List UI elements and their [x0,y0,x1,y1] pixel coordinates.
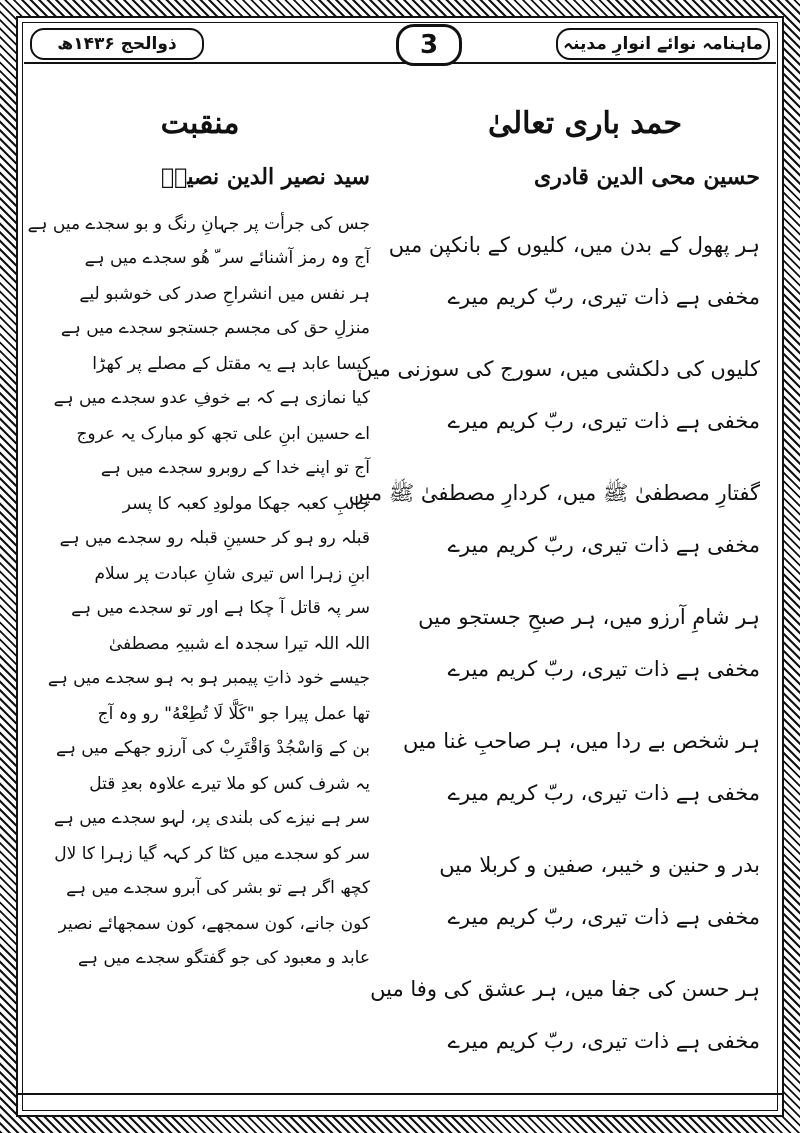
manqabat-title: منقبت [160,106,240,141]
manqabat-author: سید نصیر الدین نصیرؒ [160,164,370,190]
verse-line: جیسے خود ذاتِ پیمبر ہو بہ ہو سجدے میں ہے [47,668,370,688]
verse-line: جس کی جرأت پر جہانِ رنگ و بو سجدے میں ہے [27,214,370,234]
verse-line: مخفی ہے ذات تیری، ربّ کریم میرے [447,781,760,805]
verse-line: اے حسین ابنِ علی تجھ کو مبارک یہ عروج [76,424,370,444]
stanza [402,726,760,808]
verse-line: مخفی ہے ذات تیری، ربّ کریم میرے [447,1029,760,1053]
verse-line: ہر شخص بے ردا میں، ہر صاحبِ غنا میں [402,729,760,753]
page-header [24,24,776,64]
verse-line: گفتارِ مصطفیٰ ﷺ میں، کردارِ مصطفیٰ ﷺ میں [348,481,760,505]
hamd-title: حمد باری تعالیٰ [487,106,683,141]
verse-line: ہر شامِ آرزو میں، ہر صبحِ جستجو میں [418,605,760,629]
stanza [30,562,370,620]
stanza [30,492,370,550]
stanza [30,632,370,690]
stanza [348,478,760,560]
page-number: 3 [396,24,462,66]
verse-line: ابنِ زہرا اس تیری شانِ عبادت پر سلام [94,564,370,584]
verse-line: مخفی ہے ذات تیری، ربّ کریم میرے [447,905,760,929]
manqabat-stanzas [27,212,370,970]
verse-line: سر ہے نیزے کی بلندی پر، لہو سجدے میں ہے [53,808,370,828]
verse-line: جانبِ کعبہ جھکا مولودِ کعبہ کا پسر [122,494,370,514]
verse-line: بدر و حنین و خیبر، صفین و کربلا میں [439,853,760,877]
verse-line: کیا نمازی ہے کہ بے خوفِ عدو سجدے میں ہے [53,388,370,408]
verse-line: کچھ اگر ہے تو بشر کی آبرو سجدے میں ہے [66,878,370,898]
verse-line: آج وہ رمز آشنائے سر ّ ھُو سجدے میں ہے [84,248,370,268]
verse-line: کیسا عابد ہے یہ مقتل کے مصلے پر کھڑا [92,354,370,374]
verse-line: مخفی ہے ذات تیری، ربّ کریم میرے [447,533,760,557]
issue-date: ذوالحج ۱۴۳۶ھ [30,28,204,60]
verse-line: ہر حسن کی جفا میں، ہر عشق کی وفا میں [370,977,760,1001]
verse-line: قبلہ رو ہو کر حسینِ قبلہ رو سجدے میں ہے [59,528,370,548]
stanza [30,772,370,830]
stanza [30,842,370,900]
stanza [30,702,370,760]
hamd-stanzas [348,230,760,1056]
verse-line: مخفی ہے ذات تیری، ربّ کریم میرے [447,657,760,681]
verse-line: آج تو اپنے خدا کے روبرو سجدے میں ہے [100,458,370,478]
page-footer-border [16,1093,784,1117]
stanza [388,230,760,312]
stanza [357,354,760,436]
hamd-author: حسین محی الدین قادری [533,164,760,190]
stanza [30,282,370,340]
verse-line: کلیوں کی دلکشی میں، سورج کی سوزنی میں [357,357,760,381]
verse-line: سر پہ قاتل آ چکا ہے اور تو سجدے میں ہے [71,598,370,618]
verse-line: ہر پھول کے بدن میں، کلیوں کے بانکپن میں [388,233,760,257]
verse-line: بن کے وَاسْجُدْ وَاقْتَرِبْ کی آرزو جھکے میں ہے [55,738,370,758]
stanza [410,850,760,932]
hamd-column [348,70,760,1056]
stanza [370,974,760,1056]
verse-line: مخفی ہے ذات تیری، ربّ کریم میرے [447,285,760,309]
verse-line: ہر نفس میں انشراحِ صدر کی خوشبو لیے [79,284,370,304]
verse-line: تھا عمل پیرا جو "کَلَّا لَا تُطِعْهُ" رو وہ آج [97,704,370,724]
manqabat-column [27,70,370,970]
stanza [27,212,370,270]
stanza [30,422,370,480]
verse-line: سر کو سجدے میں کٹا کر کہہ گیا زہرا کا لال [54,844,370,864]
magazine-name: ماہنامہ نوائے انوارِ مدینہ [556,28,770,60]
verse-line: منزلِ حق کی مجسم جستجو سجدے میں ہے [60,318,370,338]
verse-line: عابد و معبود کی جو گفتگو سجدے میں ہے [78,948,370,968]
stanza [30,912,370,970]
verse-line: کون جانے، کون سمجھے، کون سمجھائے نصیر [58,914,370,934]
stanza [410,602,760,684]
verse-line: یہ شرف کس کو ملا تیرے علاوہ بعدِ قتل [89,774,370,794]
verse-line: مخفی ہے ذات تیری، ربّ کریم میرے [447,409,760,433]
stanza [30,352,370,410]
verse-line: اللہ اللہ تیرا سجدہ اے شبیہِ مصطفیٰ [108,634,370,654]
